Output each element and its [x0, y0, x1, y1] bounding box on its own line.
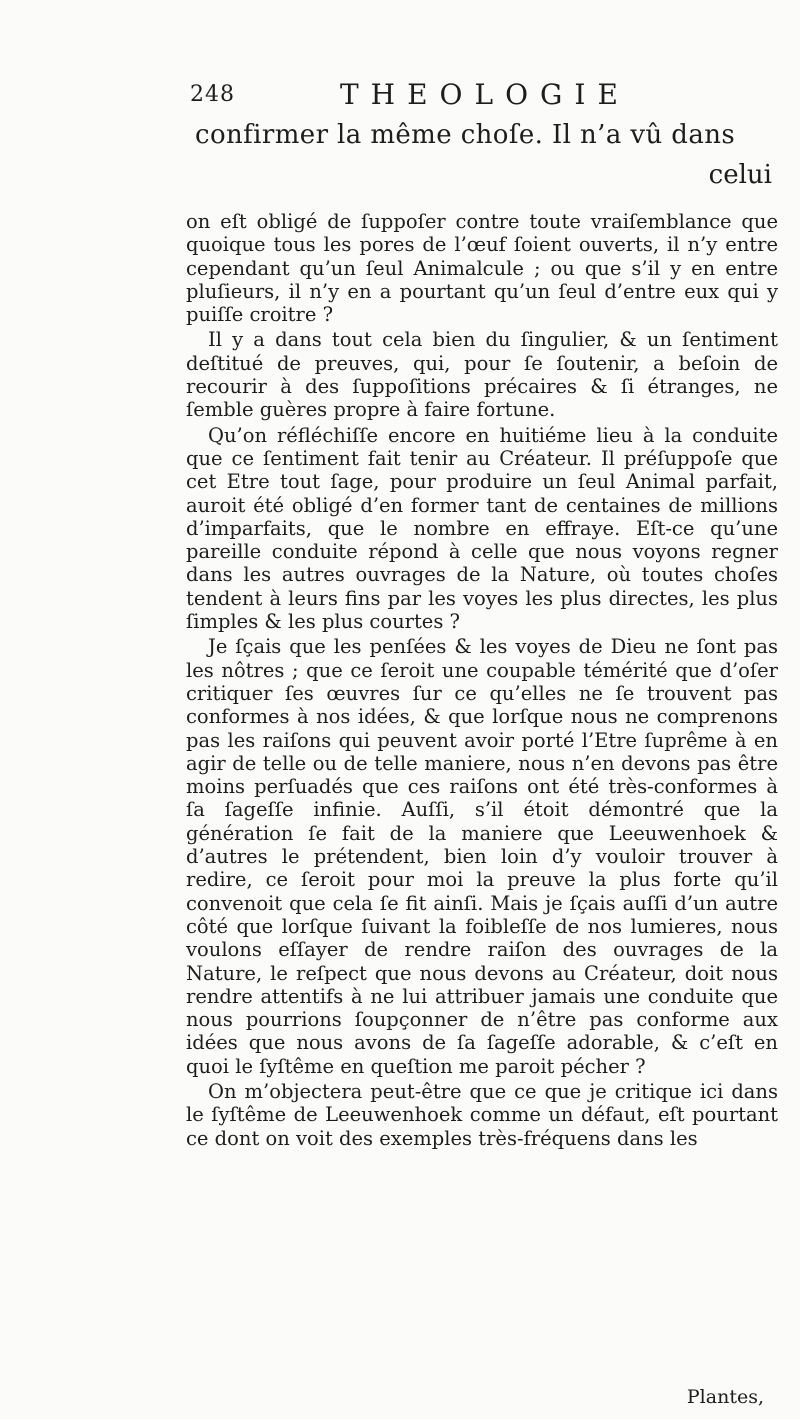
paragraph: On m’objectera peut-être que ce que je critique ici dans le ſyſtême de Leeuwenhoek comme un défaut, eſt pourtant ce dont on voit des exemples très-fréquens dans les	[186, 1079, 778, 1150]
body-text	[186, 210, 778, 1150]
paragraph: Il y a dans tout cela bien du ſingulier, & un ſentiment deſtitué de preuves, qui, pour ſe ſoutenir, a beſoin de recourir à des ſuppoſitions précaires & ſi étranges, ne ſemble guères propre à faire fortune.	[186, 328, 778, 422]
paragraph: on eſt obligé de ſuppoſer contre toute vraiſemblance que quoique tous les pores de l’œuf ſoient ouverts, il n’y entre cependant qu’un ſeul Animalcule ; ou que s’il y en entre pluſieurs, il n’y en a pourtant qu’un ſeul d’entre eux qui y puiſſe croitre ?	[186, 210, 778, 327]
catchword: Plantes,	[686, 1386, 764, 1408]
paragraph: Je ſçais que les penſées & les voyes de Dieu ne ſont pas les nôtres ; que ce ſeroit une coupable témérité que d’oſer critiquer ſes œuvres ſur ce qu’elles ne ſe trouvent pas conformes à nos idées, & que lorſque nous ne comprenons pas les raiſons qui peuvent avoir porté l’Etre ſuprême à en agir de telle ou de telle maniere, nous n’en devons pas être moins perſuadés que ces raiſons ont été très-conformes à ſa ſageſſe infinie. Auſſi, s’il étoit démontré que la génération ſe fait de la maniere que Leeuwenhoek & d’autres le prétendent, bien loin d’y vouloir trouver à redire, ce ſeroit pour moi la preuve la plus forte qu’il convenoit que cela ſe fit ainſi. Mais je ſçais auſſi d’un autre côté que lorſque ſuivant la foibleſſe de nos lumieres, nous voulons eſſayer de rendre raiſon des ouvrages de la Nature, le reſpect que nous devons au Créateur, doit nous rendre attentifs à ne lui attribuer jamais une conduite que nous pourrions ſoupçonner de n’être pas conforme aux idées que nous avons de ſa ſageſſe adorable, & c’eſt en quoi le ſyſtême en queſtion me paroit pécher ?	[186, 635, 778, 1078]
first-line: confirmer la même choſe. Il n’a vû dans	[195, 120, 736, 150]
page-header	[190, 78, 770, 118]
paragraph: Qu’on réfléchiſſe encore en huitiéme lieu à la conduite que ce ſentiment fait tenir au Créateur. Il préſuppoſe que cet Etre tout ſage, pour produire un ſeul Animal parfait, auroit été obligé d’en former tant de centaines de millions d’imparfaits, que le nombre en effraye. Eſt-ce qu’une pareille conduite répond à celle que nous voyons regner dans les autres ouvrages de la Nature, où toutes choſes tendent à leurs fins par les voyes les plus directes, les plus ſimples & les plus courtes ?	[186, 423, 778, 634]
page-number: 248	[190, 82, 235, 107]
running-title: THEOLOGIE	[340, 78, 630, 111]
continuation-word: celui	[708, 160, 772, 190]
